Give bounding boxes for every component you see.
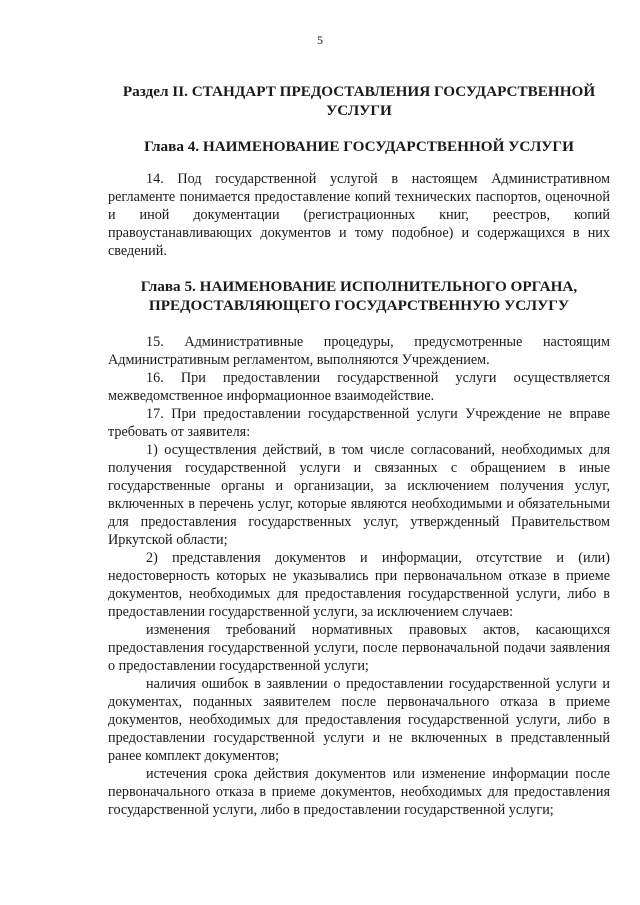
page-number: 5 <box>317 33 323 47</box>
exception-requirements-change: изменения требований нормативных правовых актов, касающихся предоставления государственной услуги, после первоначальной подачи заявления о предоставлении государственной услуги; <box>108 622 610 674</box>
paragraph-15: 15. Административные процедуры, предусмотренные настоящим Административным регламентом, выполняются Учреждением. <box>108 334 610 368</box>
paragraph-14: 14. Под государственной услугой в настоящем Административном регламенте понимается предоставление копий технических паспортов, оценочной и иной документации (регистрационных книг, реестров, копий правоустанавливающих документов и тому подобное) и содержащихся в них сведений. <box>108 171 610 259</box>
paragraph-17-item-2: 2) представления документов и информации, отсутствие и (или) недостоверность которых не указывались при первоначальном отказе в приеме документов, необходимых для предоставления государственной услуги, либо в предоставлении государственной услуги, за исключением случаев: <box>108 550 610 620</box>
paragraph-16: 16. При предоставлении государственной услуги осуществляется межведомственное информационное взаимодействие. <box>108 370 610 404</box>
exception-errors-in-application: наличия ошибок в заявлении о предоставлении государственной услуги и документах, поданных заявителем после первоначального отказа в приеме документов, необходимых для предоставления государственной услуги, либо в предоставлении государственной услуги и не включенных в представленный ранее комплект документов; <box>108 676 610 764</box>
section-title: Раздел II. СТАНДАРТ ПРЕДОСТАВЛЕНИЯ ГОСУДАРСТВЕННОЙ УСЛУГИ <box>122 83 596 119</box>
chapter-5-title: Глава 5. НАИМЕНОВАНИЕ ИСПОЛНИТЕЛЬНОГО ОРГАНА, ПРЕДОСТАВЛЯЮЩЕГО ГОСУДАРСТВЕННУЮ УСЛУГУ <box>140 278 578 314</box>
paragraph-17: 17. При предоставлении государственной услуги Учреждение не вправе требовать от заявителя: <box>108 406 610 440</box>
paragraph-17-item-1: 1) осуществления действий, в том числе согласований, необходимых для получения государственной услуги и связанных с обращением в иные государственные органы и организации, за исключением получения услуг, включенных в перечень услуг, которые являются необходимыми и обязательными для предоставления государственных услуг, утвержденный Правительством Иркутской области; <box>108 442 610 548</box>
chapter-4-title: Глава 4. НАИМЕНОВАНИЕ ГОСУДАРСТВЕННОЙ УСЛУГИ <box>144 138 574 155</box>
exception-documents-expired: истечения срока действия документов или изменение информации после первоначального отказа в приеме документов, необходимых для предоставления государственной услуги, либо в предоставлении государственной услуги; <box>108 766 610 818</box>
document-body <box>108 82 610 819</box>
